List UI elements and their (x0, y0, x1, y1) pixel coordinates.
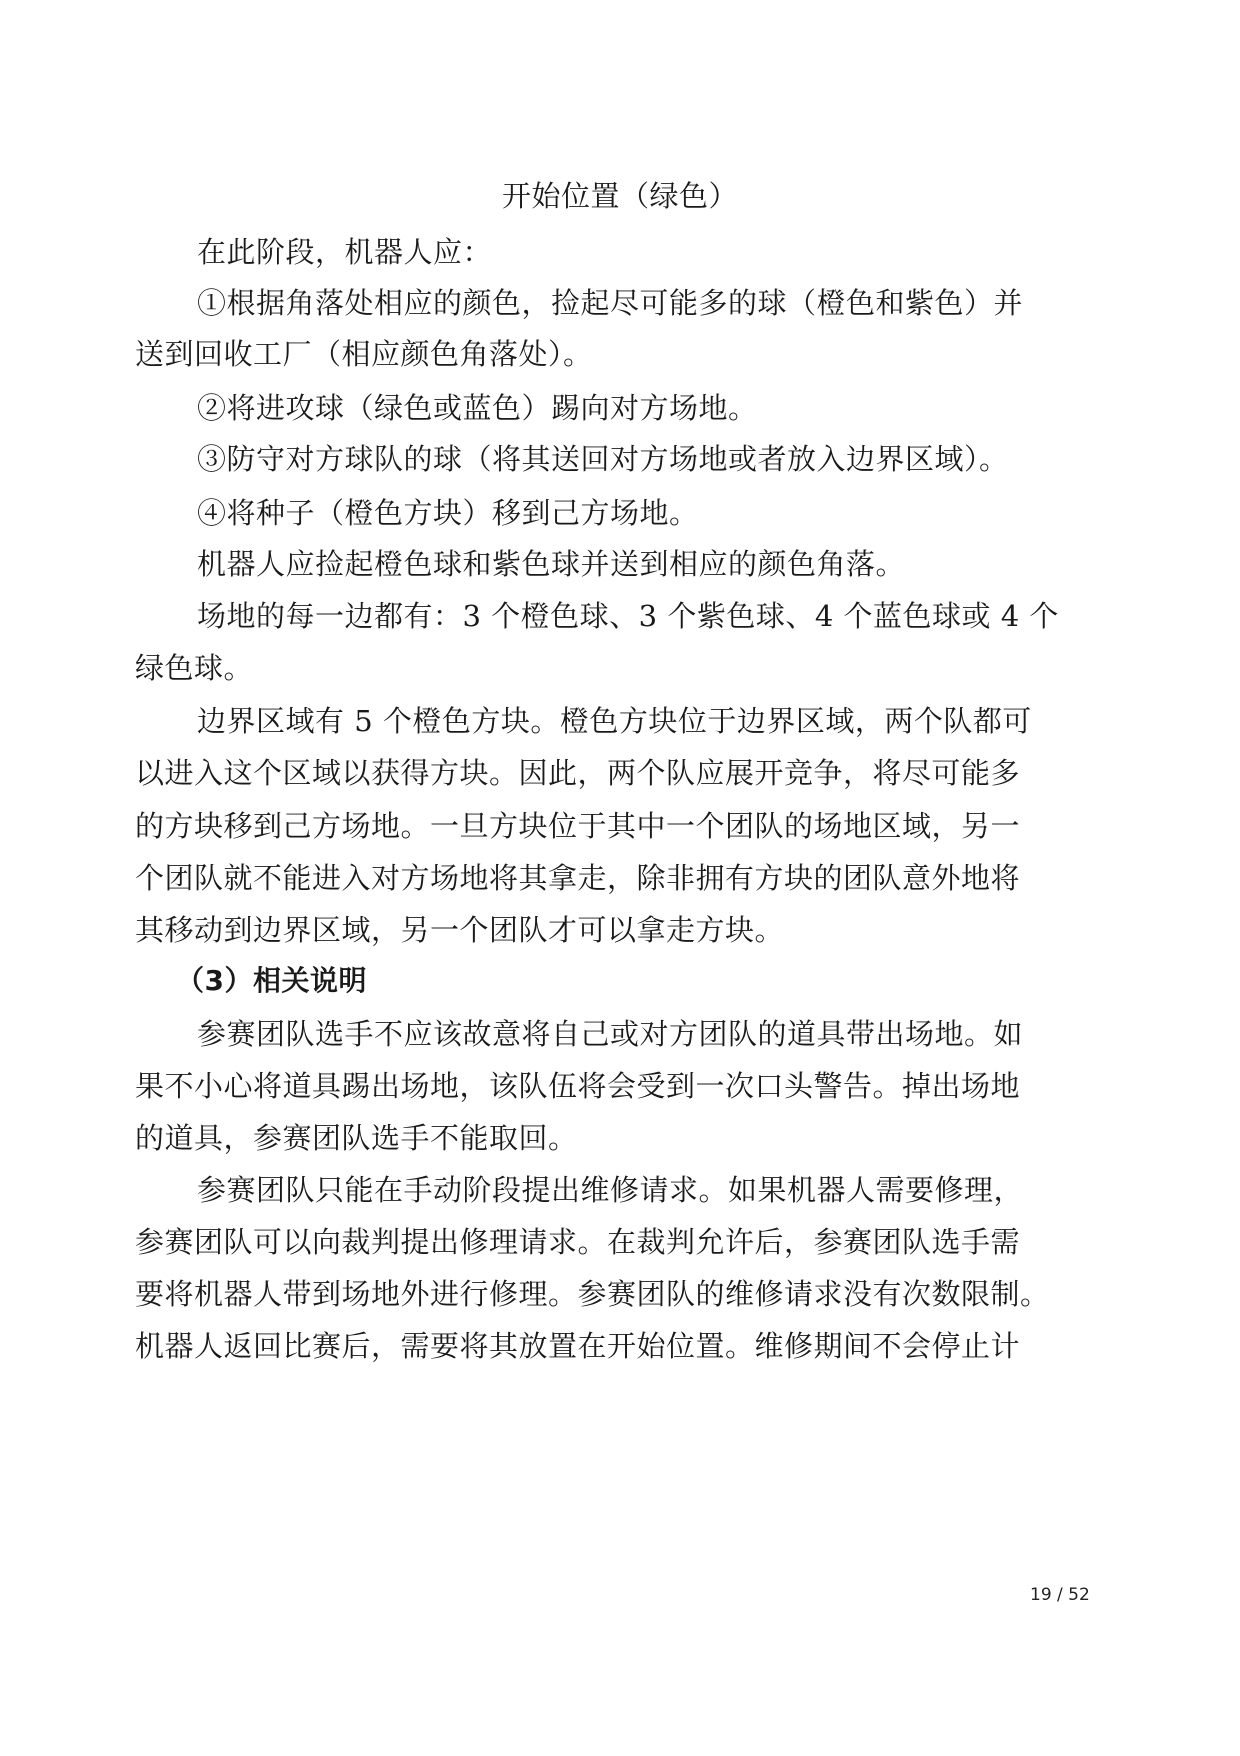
section-title: 开始位置（绿色） (501, 179, 738, 213)
subsection-heading: （3）相关说明 (176, 964, 367, 997)
paragraph-line: 绿色球。 (135, 651, 254, 685)
paragraph-line: ④将种子（橙色方块）移到己方场地。 (197, 496, 699, 530)
paragraph-line: 送到回收工厂（相应颜色角落处）。 (135, 337, 593, 371)
page-number: 19 / 52 (1030, 1585, 1090, 1605)
paragraph-line: 以进入这个区域以获得方块。因此，两个队应展开竞争，将尽可能多 (135, 756, 1021, 790)
paragraph-line: ①根据角落处相应的颜色，捡起尽可能多的球（橙色和紫色）并 (197, 286, 1024, 320)
paragraph-line: 参赛团队选手不应该故意将自己或对方团队的道具带出场地。如 (197, 1017, 1024, 1051)
paragraph-line: ②将进攻球（绿色或蓝色）踢向对方场地。 (197, 391, 758, 425)
paragraph-line: 参赛团队可以向裁判提出修理请求。在裁判允许后，参赛团队选手需 (135, 1225, 1021, 1259)
paragraph-line: 在此阶段，机器人应： (197, 235, 493, 269)
paragraph-line: 个团队就不能进入对方场地将其拿走，除非拥有方块的团队意外地将 (135, 861, 1021, 895)
paragraph-line: 机器人返回比赛后，需要将其放置在开始位置。维修期间不会停止计 (135, 1329, 1021, 1363)
paragraph-line: 其移动到边界区域，另一个团队才可以拿走方块。 (135, 913, 785, 947)
paragraph-line: 的道具，参赛团队选手不能取回。 (135, 1121, 578, 1155)
paragraph-line: 要将机器人带到场地外进行修理。参赛团队的维修请求没有次数限制。 (135, 1277, 1050, 1311)
paragraph-line: 场地的每一边都有：3 个橙色球、3 个紫色球、4 个蓝色球或 4 个 (197, 599, 1059, 633)
paragraph-line: 参赛团队只能在手动阶段提出维修请求。如果机器人需要修理， (197, 1173, 1024, 1207)
paragraph-line: 边界区域有 5 个橙色方块。橙色方块位于边界区域，两个队都可 (197, 704, 1032, 738)
paragraph-line: ③防守对方球队的球（将其送回对方场地或者放入边界区域）。 (197, 442, 1009, 476)
paragraph-line: 的方块移到己方场地。一旦方块位于其中一个团队的场地区域，另一 (135, 809, 1021, 843)
paragraph-line: 机器人应捡起橙色球和紫色球并送到相应的颜色角落。 (197, 547, 906, 581)
paragraph-line: 果不小心将道具踢出场地，该队伍将会受到一次口头警告。掉出场地 (135, 1069, 1021, 1103)
